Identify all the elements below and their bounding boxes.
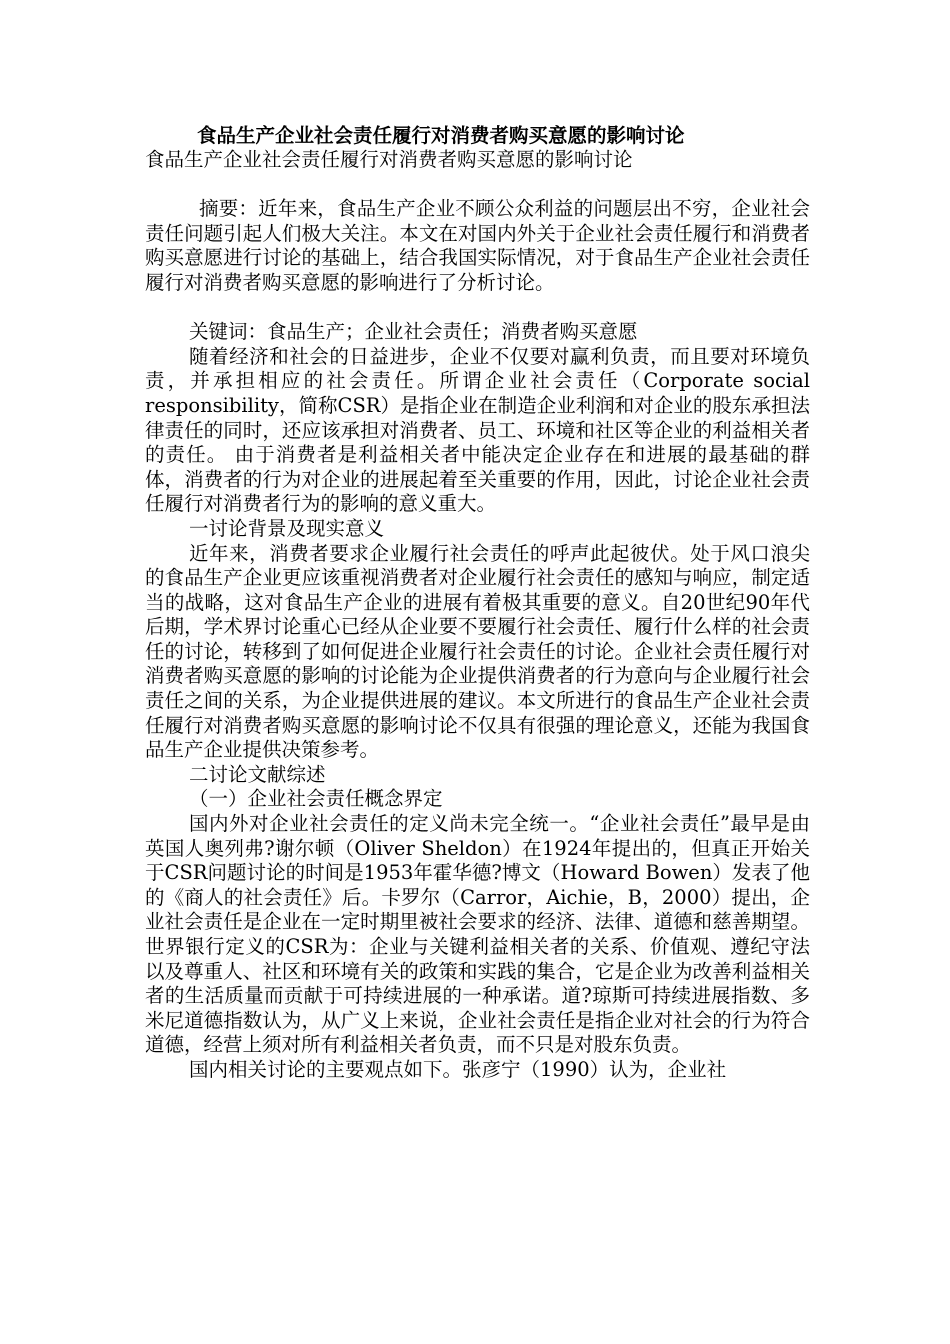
keywords-line: 关键词：食品生产；企业社会责任；消费者购买意愿 — [189, 320, 638, 344]
document-title: 食品生产企业社会责任履行对消费者购买意愿的影响讨论 — [197, 124, 685, 147]
section-heading-2: 二讨论文献综述 — [189, 762, 326, 786]
background-paragraph: 近年来，消费者要求企业履行社会责任的呼声此起彼伏。处于风口浪尖的食品生产企业更应该重视消费者对企业履行社会责任的感知与响应，制定适当的战略，这对食品生产企业的进展有着极其重要的意义。自20世纪90年代后期，学术界讨论重心已经从企业要不要履行社会责任、履行什么样的社会责任的讨论，转移到了如何促进企业履行社会责任的讨论。企业社会责任履行对消费者购买意愿的影响的讨论能为企业提供消费者的行为意向与企业履行社会责任之间的关系，为企业提供进展的建议。本文所进行的食品生产企业社会责任履行对消费者购买意愿的影响讨论不仅具有很强的理论意义，还能为我国食品生产企业提供决策参考。 — [145, 541, 810, 762]
subsection-heading: （一）企业社会责任概念界定 — [189, 787, 443, 811]
intro-paragraph: 随着经济和社会的日益进步，企业不仅要对赢利负责，而且要对环境负责，并承担相应的社会责任。所谓企业社会责任（Corporate social responsibility，简称CSR）是指企业在制造企业利润和对企业的股东承担法律责任的同时，还应该承担对消费者、员工、环境和社区等企业的利益相关者的责任。 由于消费者是利益相关者中能决定企业存在和进展的最基础的群体，消费者的行为对企业的进展起着至关重要的作用，因此，讨论企业社会责任履行对消费者行为的影响的意义重大。 — [145, 344, 810, 516]
blank-line — [145, 296, 810, 321]
section-heading-1: 一讨论背景及现实意义 — [189, 516, 385, 540]
domestic-paragraph: 国内相关讨论的主要观点如下。张彦宁（1990）认为，企业社 — [189, 1057, 727, 1081]
blank-line — [145, 173, 810, 198]
document-body — [145, 148, 810, 1083]
definition-paragraph: 国内外对企业社会责任的定义尚未完全统一。“企业社会责任”最早是由英国人奥列弗?谢尔顿（Oliver Sheldon）在1924年提出的，但真正开始关于CSR问题讨论的时间是1953年霍华德?博文（Howard Bowen）发表了他的《商人的社会责任》后。卡罗尔（Carror，Aichie，B，2000）提出，企业社会责任是企业在一定时期里被社会要求的经济、法律、道德和慈善期望。世界银行定义的CSR为：企业与关键利益相关者的关系、价值观、遵纪守法以及尊重人、社区和环境有关的政策和实践的集合，它是企业为改善利益相关者的生活质量而贡献于可持续进展的一种承诺。道?琼斯可持续进展指数、多米尼道德指数认为，从广义上来说，企业社会责任是指企业对社会的行为符合道德，经营上须对所有利益相关者负责，而不只是对股东负责。 — [145, 812, 810, 1057]
abstract-paragraph: 摘要：近年来，食品生产企业不顾公众利益的问题层出不穷，企业社会责任问题引起人们极大关注。本文在对国内外关于企业社会责任履行和消费者购买意愿进行讨论的基础上，结合我国实际情况，对于食品生产企业社会责任履行对消费者购买意愿的影响进行了分析讨论。 — [145, 197, 810, 294]
document-subtitle: 食品生产企业社会责任履行对消费者购买意愿的影响讨论 — [145, 148, 633, 171]
